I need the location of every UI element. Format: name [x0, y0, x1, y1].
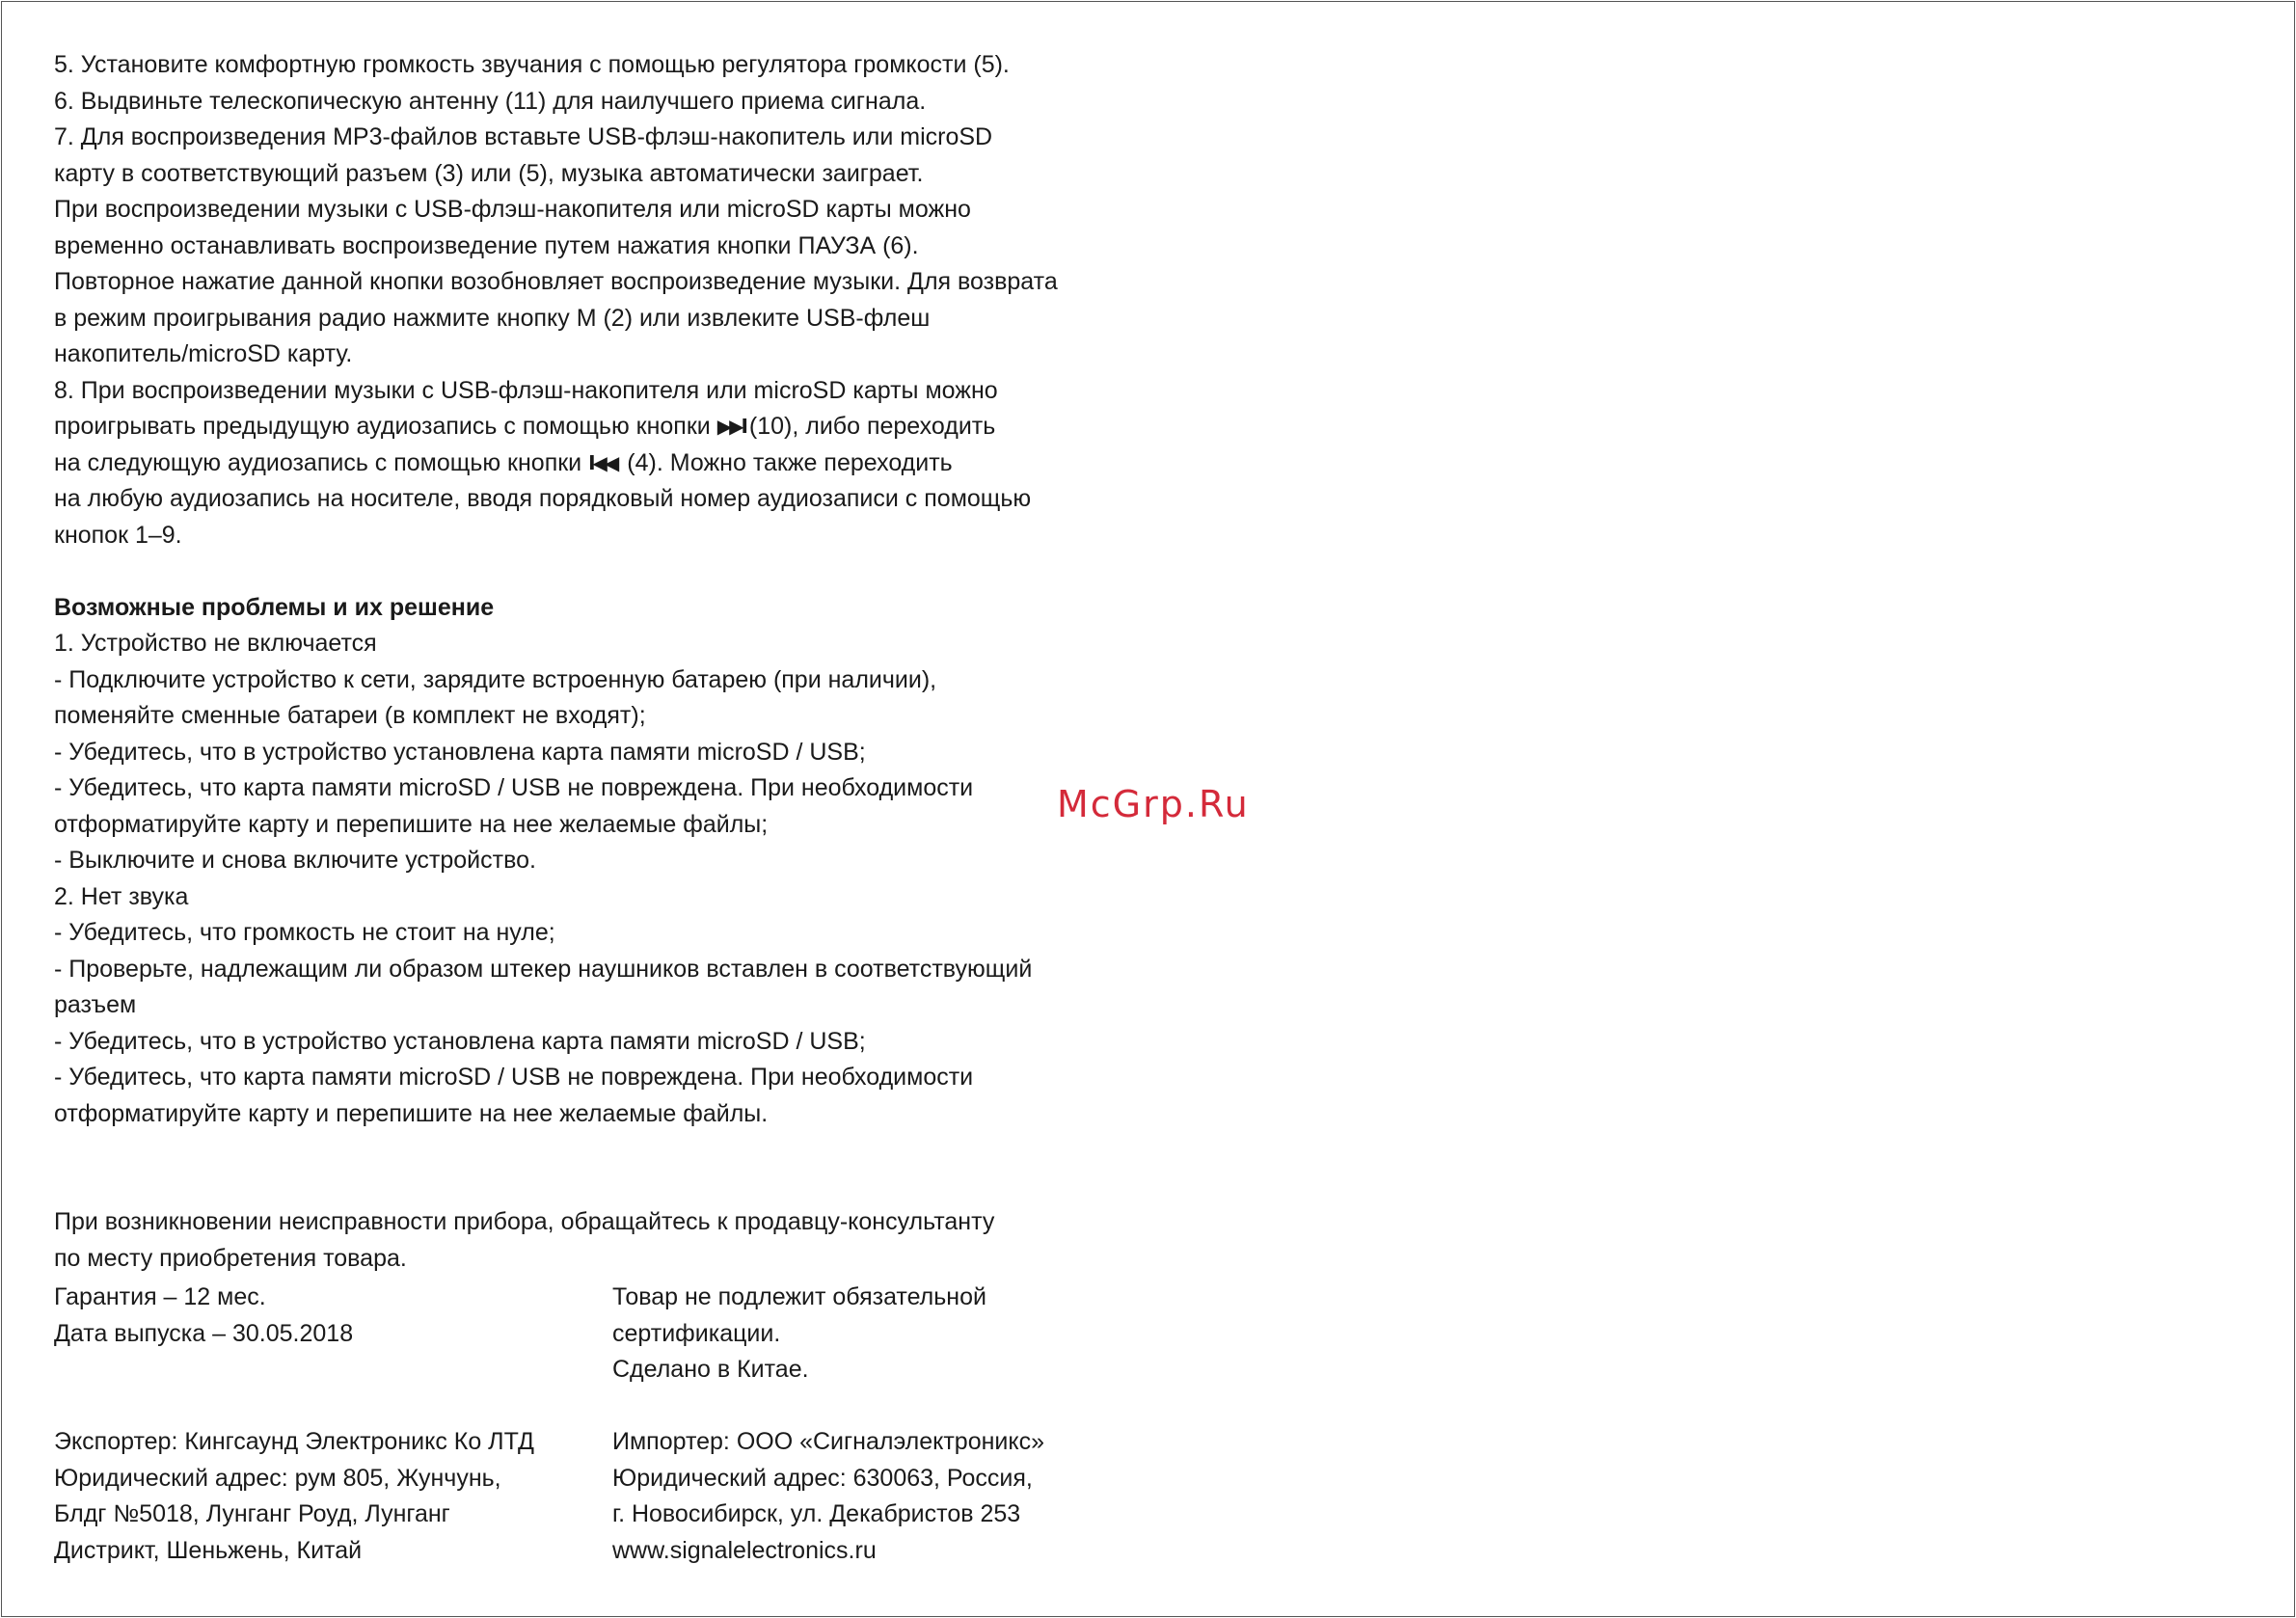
troubleshooting-line: поменяйте сменные батареи (в комплект не входят); — [54, 702, 646, 729]
exporter-block — [54, 1424, 534, 1569]
previous-track-icon: I◀◀ — [588, 450, 617, 474]
instruction-line: временно останавливать воспроизведение путем нажатия кнопки ПАУЗА (6). — [54, 231, 919, 259]
warranty-block — [54, 1280, 353, 1352]
instruction-line-next-track — [54, 445, 1058, 482]
importer-address: г. Новосибирск, ул. Декабристов 253 — [612, 1500, 1021, 1527]
importer-address: Юридический адрес: 630063, Россия, — [612, 1464, 1033, 1492]
instruction-line: При воспроизведении музыки с USB-флэш-накопителя или microSD карты можно — [54, 196, 971, 223]
section-spacer — [54, 1169, 1058, 1205]
instruction-line: карту в соответствующий разъем (3) или (5), музыка автоматически заиграет. — [54, 159, 924, 187]
instruction-step-5: 5. Установите комфортную громкость звучания с помощью регулятора громкости (5). — [54, 51, 1010, 78]
section-spacer — [54, 1132, 1058, 1169]
instruction-line: на любую аудиозапись на носителе, вводя порядковый номер аудиозаписи с помощью — [54, 485, 1032, 512]
troubleshooting-line: - Убедитесь, что громкость не стоит на нуле; — [54, 919, 555, 946]
troubleshooting-line: - Убедитесь, что в устройство установлена карта памяти microSD / USB; — [54, 738, 866, 766]
exporter-address: Юридический адрес: рум 805, Жунчунь, — [54, 1464, 501, 1492]
instruction-step-7: 7. Для воспроизведения MP3-файлов вставьте USB-флэш-накопитель или microSD — [54, 123, 993, 150]
instruction-line: кнопок 1–9. — [54, 521, 182, 549]
troubleshooting-line: 1. Устройство не включается — [54, 630, 377, 657]
contact-note-line: по месту приобретения товара. — [54, 1244, 407, 1272]
instruction-text: (10), либо переходить — [748, 413, 996, 440]
instruction-step-8: 8. При воспроизведении музыки с USB-флэш-накопителя или microSD карты можно — [54, 376, 998, 404]
troubleshooting-line: разъем — [54, 991, 137, 1018]
certification-block — [612, 1280, 986, 1389]
manual-main-column — [54, 47, 1058, 1277]
contact-note-line: При возникновении неисправности прибора, обращайтесь к продавцу-консультанту — [54, 1208, 995, 1235]
instruction-text: (4). Можно также переходить — [627, 448, 953, 476]
certification-line: Товар не подлежит обязательной — [612, 1283, 986, 1310]
instruction-line-prev-track — [54, 409, 1058, 445]
troubleshooting-title: Возможные проблемы и их решение — [54, 593, 495, 621]
exporter-address: Блдг №5018, Лунганг Роуд, Лунганг — [54, 1500, 450, 1527]
watermark-logo: McGrp.Ru — [1057, 783, 1250, 825]
instruction-line: накопитель/microSD карту. — [54, 340, 353, 367]
certification-line: сертификации. — [612, 1319, 781, 1347]
instruction-text: проигрывать предыдущую аудиозапись с помощью кнопки — [54, 413, 711, 440]
importer-website: www.signalelectronics.ru — [612, 1536, 877, 1564]
warranty-period: Гарантия – 12 мес. — [54, 1283, 266, 1310]
troubleshooting-line: - Убедитесь, что карта памяти microSD / USB не повреждена. При необходимости — [54, 774, 974, 801]
made-in-line: Сделано в Китае. — [612, 1356, 809, 1383]
troubleshooting-line: 2. Нет звука — [54, 882, 189, 910]
troubleshooting-line: - Выключите и снова включите устройство. — [54, 847, 536, 874]
importer-block — [612, 1424, 1044, 1569]
instruction-line: Повторное нажатие данной кнопки возобновляет воспроизведение музыки. Для возврата — [54, 268, 1058, 295]
instruction-line: в режим проигрывания радио нажмите кнопку M (2) или извлеките USB-флеш — [54, 304, 931, 332]
next-track-icon: ▶▶I — [716, 415, 745, 438]
exporter-name: Экспортер: Кингсаунд Электроникс Ко ЛТД — [54, 1428, 534, 1455]
instruction-text: на следующую аудиозапись с помощью кнопки — [54, 448, 582, 476]
release-date: Дата выпуска – 30.05.2018 — [54, 1319, 354, 1347]
troubleshooting-line: - Убедитесь, что карта памяти microSD / USB не повреждена. При необходимости — [54, 1064, 974, 1091]
exporter-address: Дистрикт, Шеньжень, Китай — [54, 1536, 363, 1564]
instruction-step-6: 6. Выдвиньте телескопическую антенну (11) для наилучшего приема сигнала. — [54, 87, 927, 115]
troubleshooting-line: отформатируйте карту и перепишите на нее желаемые файлы; — [54, 810, 769, 838]
troubleshooting-line: - Проверьте, надлежащим ли образом штекер наушников вставлен в соответствующий — [54, 955, 1033, 983]
importer-name: Импортер: ООО «Сигналэлектроникс» — [612, 1428, 1045, 1455]
troubleshooting-line: - Убедитесь, что в устройство установлена карта памяти microSD / USB; — [54, 1027, 866, 1055]
section-spacer — [54, 553, 1058, 590]
troubleshooting-line: - Подключите устройство к сети, зарядите встроенную батарею (при наличии), — [54, 665, 937, 693]
troubleshooting-line: отформатируйте карту и перепишите на нее желаемые файлы. — [54, 1099, 769, 1127]
